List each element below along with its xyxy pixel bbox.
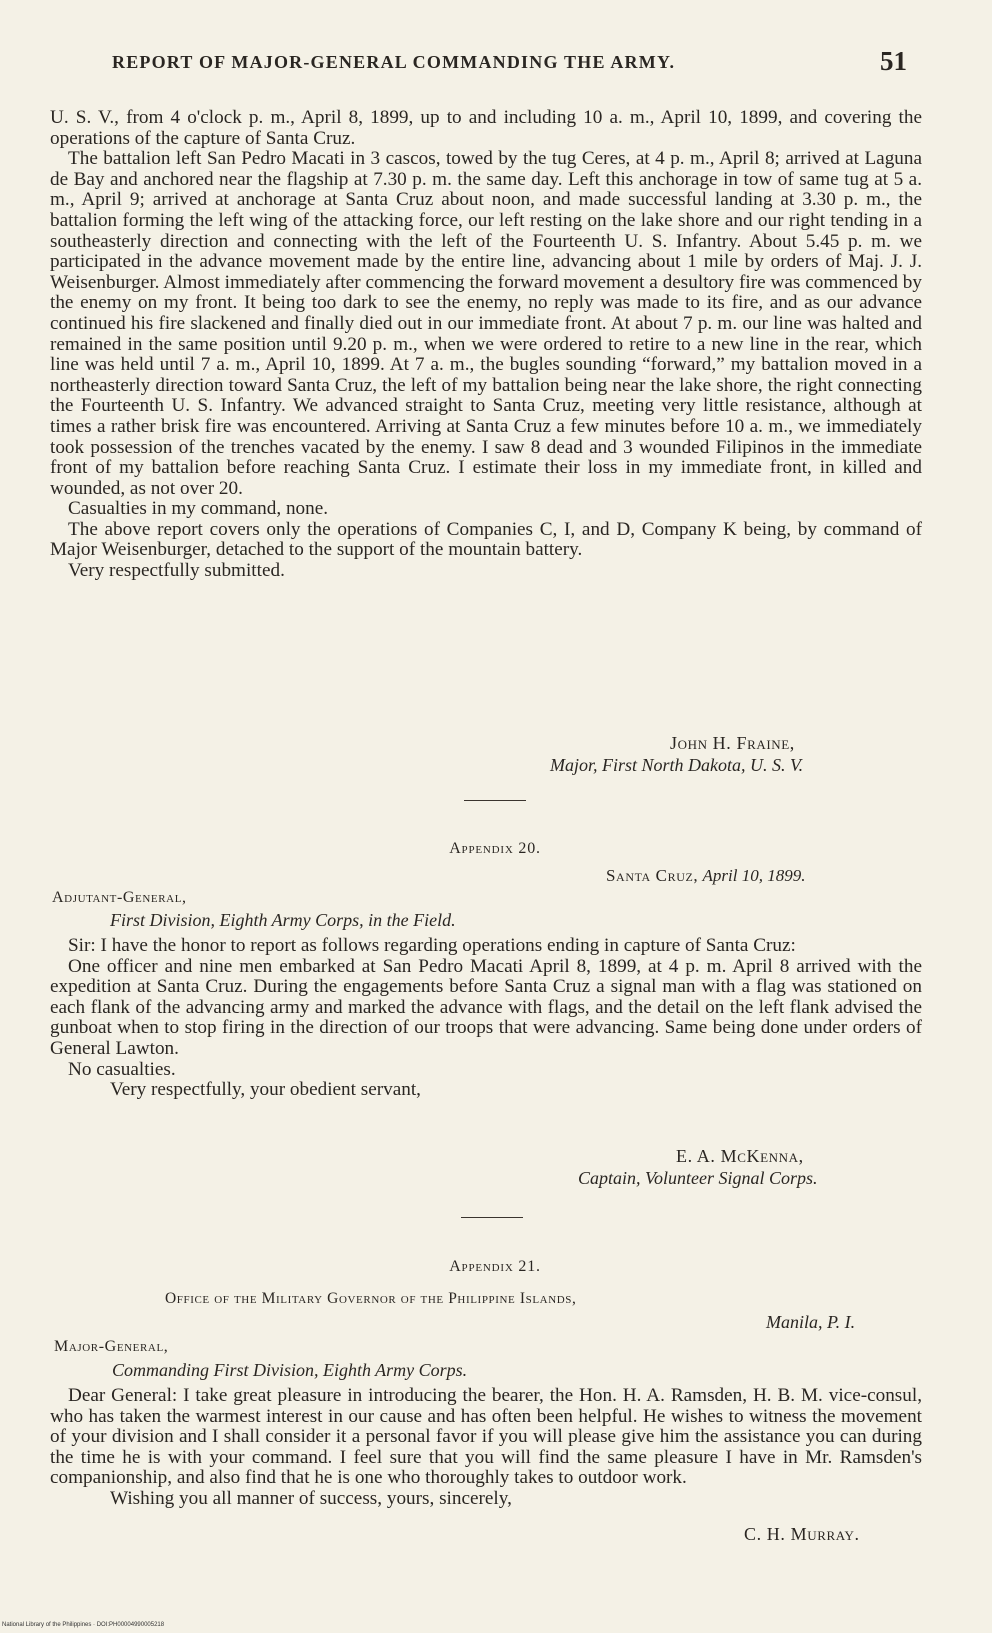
signature-name: E. A. McKenna, <box>676 1146 804 1166</box>
report-paragraph: The battalion left San Pedro Macati in 3 cascos, towed by the tug Ceres, at 4 p. m., April 8; arrived at Laguna de Bay and anchored near the flagship at 7.30 p. m. the same day. Left this anchorage in tow of same tug at 5 a. m., April 9; arrived at anchorage at Santa Cruz about noon, and made successful landing at 3.30 p. m., the battalion forming the left wing of the attacking force, our left resting on the lake shore and our right tending in a southeasterly direction and connecting with the left of the Fourteenth U. S. Infantry. About 5.45 p. m. we participated in the advance movement made by the entire line, advancing about 1 mile by orders of Maj. J. J. Weisenburger. Almost immediately after commencing the forward movement a desultory fire was commenced by the enemy on my front. It being too dark to see the enemy, no reply was made to its fire, and as our advance continued his fire slackened and finally died out in our immediate front. At about 7 p. m. our line was halted and remained in the same position until 9.20 p. m., when we were ordered to retire to a new line in the rear, which line was held until 7 a. m., April 10, 1899. At 7 a. m., the bugles sounding “forward,” my battalion moved in a northeasterly direction toward Santa Cruz, the left of my battalion being near the lake shore, the right connecting the Fourteenth U. S. Infantry. We advanced straight to Santa Cruz, meeting very little resistance, although at times a rather brisk fire was encountered. Arriving at Santa Cruz a few minutes before 10 a. m., we immediately took possession of the trenches vacated by the enemy. I saw 8 dead and 3 wounded Filipinos in the immediate front of my battalion before reaching Santa Cruz. I estimate their loss in my immediate front, in killed and wounded, as not over 20. <box>50 148 922 499</box>
appendix-paragraph: Dear General: I take great pleasure in introducing the bearer, the Hon. H. A. Ramsden, H. B. M. vice-consul, who has taken the warmest interest in our cause and has often been helpful. He wishes to witness the movement of your division and I shall consider it a personal favor if you will please give him the assistance you can during the time he is with your command. I feel sure that you will find the same pleasure I have in Mr. Ramsden's companionship, and also find that he is one who thoroughly takes to outdoor work. <box>50 1385 922 1489</box>
report-paragraph: The above report covers only the operations of Companies C, I, and D, Company K being, by command of Major Weisenburger, detached to the support of the mountain battery. <box>50 518 922 561</box>
addressee-unit: First Division, Eighth Army Corps, in the Field. <box>110 910 456 930</box>
appendix-paragraph: One officer and nine men embarked at San Pedro Macati April 8, 1899, at 4 p. m. April 8 arrived with the expedition at Santa Cruz. During the engagements before Santa Cruz a signal man with a flag was stationed on each flank of the advancing army and marked the advance with flags, and the detail on the left flank advised the gunboat when to stop firing in the direction of our troops that were advancing. Same being done under orders of General Lawton. <box>50 955 922 1059</box>
report-paragraph: Casualties in my command, none. <box>68 498 329 520</box>
section-divider <box>464 800 526 801</box>
page-number: 51 <box>880 46 907 76</box>
appendix-body <box>50 1386 922 1510</box>
appendix-heading: Appendix 21. <box>449 1258 541 1275</box>
addressee: Adjutant-General, <box>52 889 187 906</box>
appendix-heading: Appendix 20. <box>449 840 541 857</box>
appendix-paragraph: Very respectfully, your obedient servant, <box>110 1079 421 1101</box>
signature-title: Major, First North Dakota, U. S. V. <box>550 755 804 775</box>
office-place: Manila, P. I. <box>766 1312 856 1332</box>
signature-name: John H. Fraine, <box>670 733 795 753</box>
signature-name: C. H. Murray. <box>744 1524 860 1544</box>
report-body <box>50 108 922 582</box>
appendix-paragraph: Wishing you all manner of success, yours, sincerely, <box>110 1487 512 1509</box>
dateline-date: April 10, 1899. <box>702 866 806 885</box>
addressee-unit: Commanding First Division, Eighth Army Corps. <box>112 1360 468 1380</box>
report-paragraph: Very respectfully submitted. <box>68 560 285 582</box>
office-line: Office of the Military Governor of the Philippine Islands, <box>165 1290 577 1307</box>
appendix-body <box>50 936 922 1101</box>
appendix-paragraph: Sir: I have the honor to report as follows regarding operations ending in capture of Santa Cruz: <box>68 935 796 956</box>
report-paragraph: U. S. V., from 4 o'clock p. m., April 8, 1899, up to and including 10 a. m., April 10, 1899, and covering the operations of the capture of Santa Cruz. <box>50 107 922 149</box>
running-title: REPORT OF MAJOR-GENERAL COMMANDING THE ARMY. <box>112 52 676 72</box>
signature-title: Captain, Volunteer Signal Corps. <box>578 1168 818 1188</box>
scan-footer: National Library of the Philippines · DOI:PH00004990005218 <box>2 1622 165 1628</box>
section-divider <box>461 1217 523 1218</box>
dateline-place: Santa Cruz, <box>606 866 699 885</box>
addressee: Major-General, <box>54 1338 169 1355</box>
dateline <box>606 866 805 886</box>
appendix-paragraph: No casualties. <box>68 1058 176 1080</box>
